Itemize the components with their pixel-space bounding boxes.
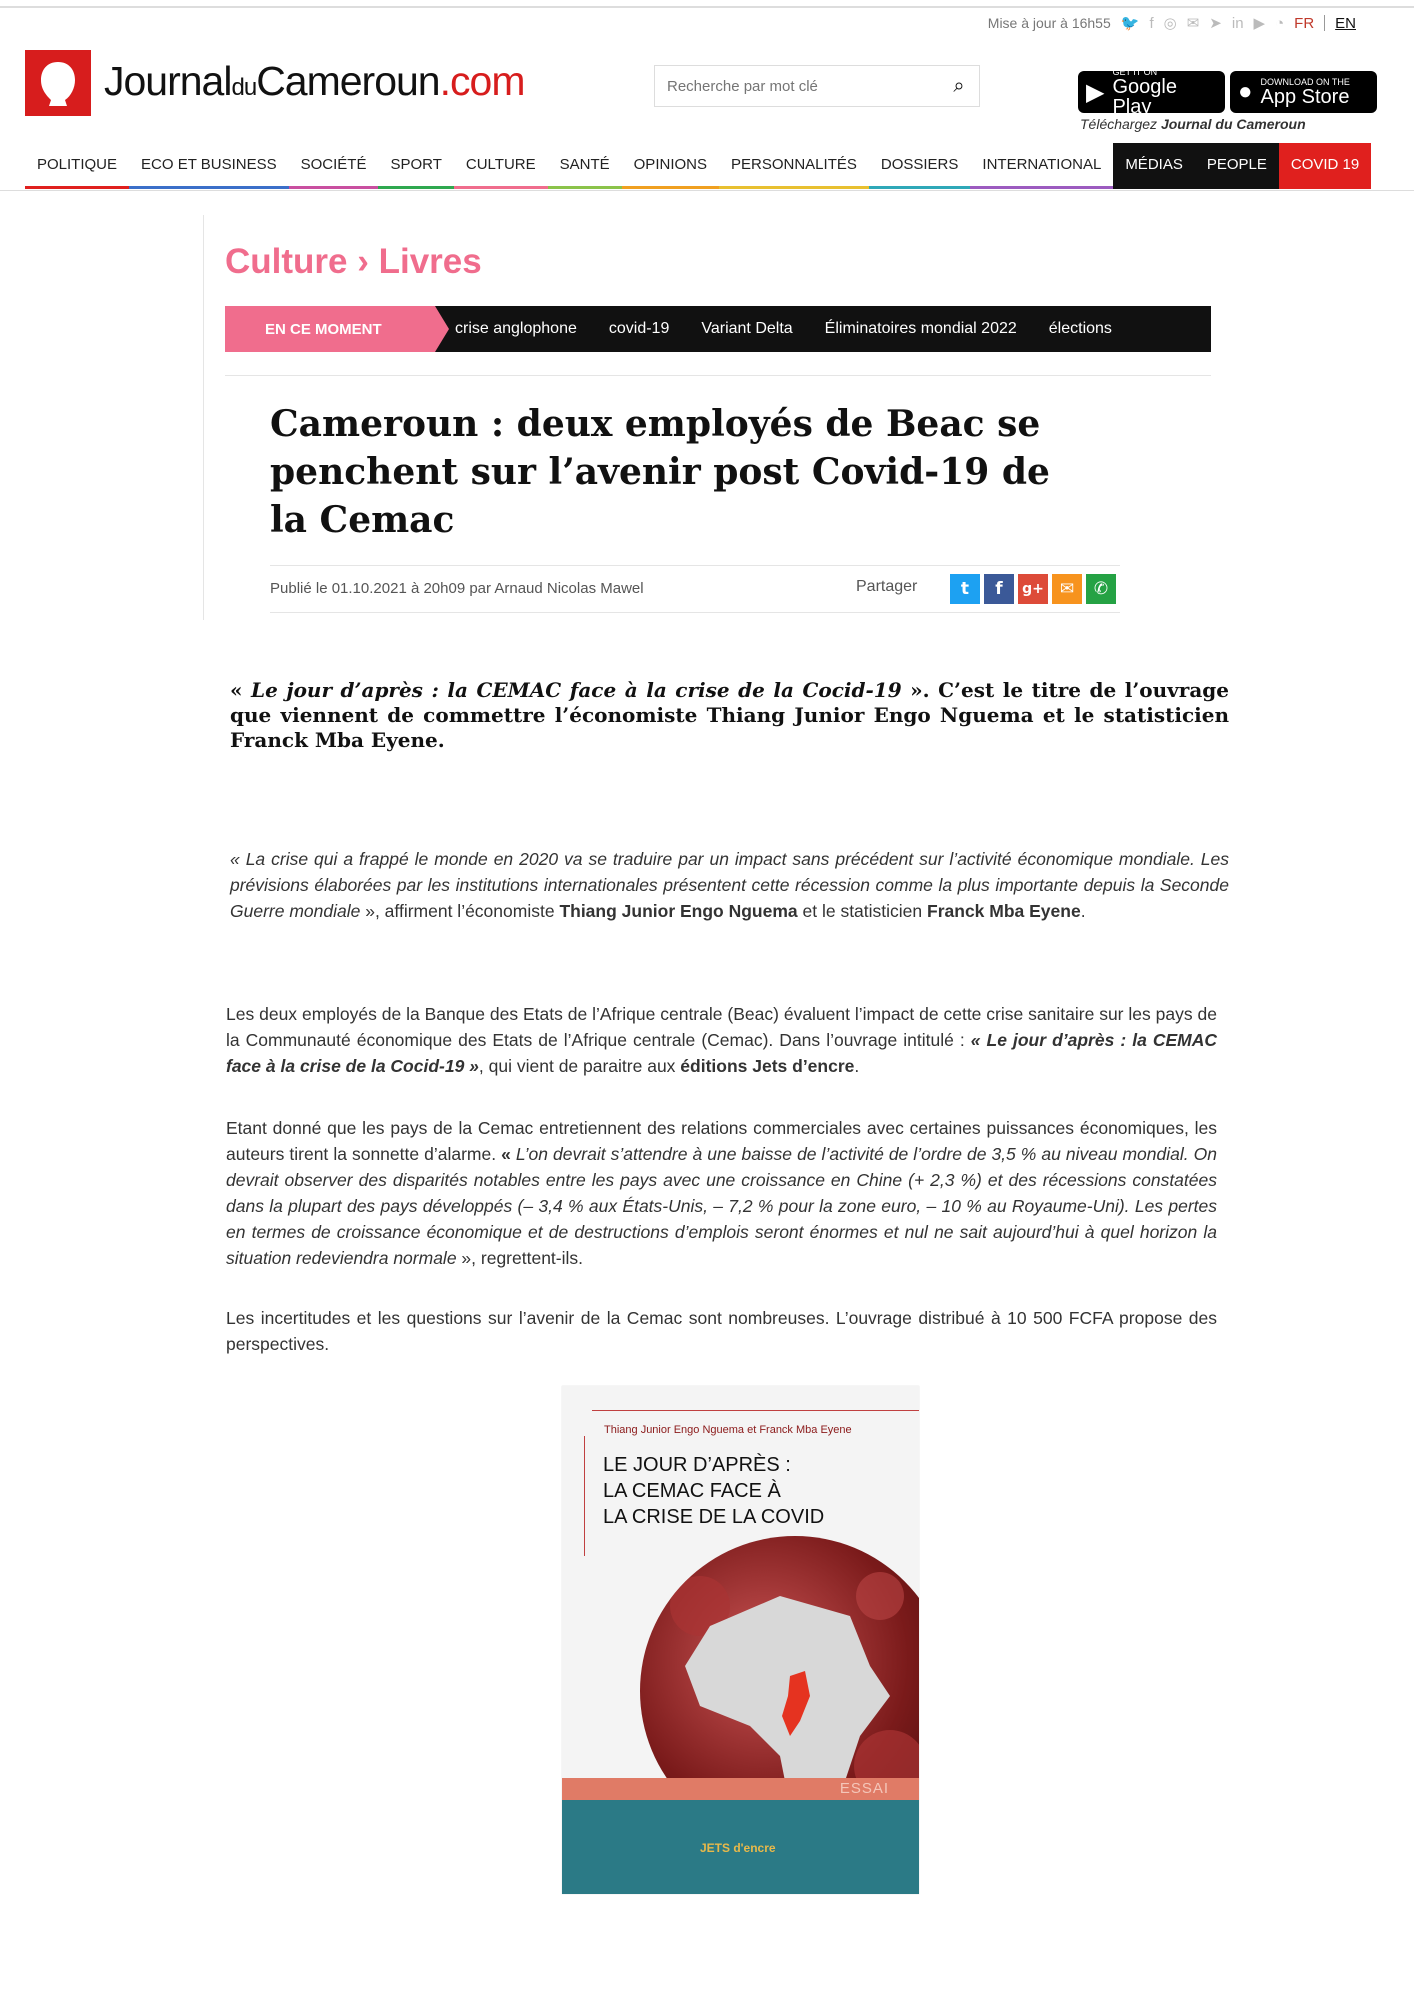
app-store-button[interactable] — [1230, 71, 1377, 113]
p1-mid2: et le statisticien — [797, 901, 928, 921]
main-nav — [25, 143, 1371, 189]
share-twitter-icon[interactable]: t — [950, 574, 980, 604]
logo-com: .com — [439, 58, 525, 104]
app-store-big: App Store — [1260, 85, 1350, 108]
google-play-small: GET IT ON — [1112, 66, 1158, 77]
breadcrumb[interactable]: Culture › Livres — [225, 242, 482, 281]
linkedin-icon[interactable]: in — [1231, 14, 1244, 32]
p3-open: « — [501, 1144, 516, 1164]
nav-item-3[interactable]: SPORT — [378, 143, 453, 189]
trending-item[interactable]: Éliminatoires mondial 2022 — [824, 320, 1017, 337]
nav-item-1[interactable]: ECO ET BUSINESS — [129, 143, 289, 189]
nav-item-5[interactable]: SANTÉ — [548, 143, 622, 189]
book-topline — [592, 1410, 919, 1411]
search-icon[interactable]: ⌕ — [953, 74, 965, 97]
paragraph-3 — [226, 1115, 1217, 1271]
lang-en-link[interactable]: EN — [1335, 14, 1356, 32]
divider — [225, 375, 1211, 376]
nav-item-4[interactable]: CULTURE — [454, 143, 548, 189]
p2-mid: , qui vient de paraitre aux — [478, 1056, 681, 1076]
telegram-icon[interactable]: ➤ — [1209, 15, 1222, 32]
article-title: Cameroun : deux employés de Beac se penchent sur l’avenir post Covid-19 de la Cemac — [270, 403, 1050, 541]
p3-start: Etant donné que les pays de la Cemac entretiennent des relations commerciales avec certaines puissances économiques, les auteurs tirent la sonnette d’alarme. — [226, 1118, 1217, 1164]
paragraph-1 — [230, 846, 1229, 924]
lion-logo-icon[interactable] — [25, 50, 91, 116]
lang-fr-link[interactable]: FR — [1294, 14, 1315, 32]
nav-item-9[interactable]: INTERNATIONAL — [970, 143, 1113, 189]
p2-publisher: éditions Jets d’encre — [680, 1056, 855, 1076]
mail-icon[interactable]: ✉ — [1186, 15, 1200, 32]
paragraph-2 — [226, 1001, 1217, 1079]
google-play-button[interactable] — [1078, 66, 1225, 118]
store-caption-brand: Journal du Cameroun — [1160, 116, 1306, 132]
book-title: LE JOUR D’APRÈS : LA CEMAC FACE À LA CRISE DE LA COVID — [603, 1454, 825, 1528]
p1-end: . — [1080, 901, 1086, 921]
logo-du: du — [231, 74, 257, 101]
p2-title: « Le jour d’après : la CEMAC face à la crise de la Cocid-19 » — [226, 1030, 1218, 1076]
facebook-icon[interactable]: f — [1149, 14, 1154, 32]
article-lead — [230, 678, 1229, 753]
rss-icon[interactable]: ◔ — [1275, 14, 1285, 32]
book-cover-image — [562, 1386, 919, 1894]
p3-end: », regrettent-ils. — [456, 1248, 584, 1268]
site-logo[interactable] — [104, 58, 524, 105]
paragraph-4: Les incertitudes et les questions sur l’avenir de la Cemac sont nombreuses. L’ouvrage distribué à 10 500 FCFA propose des perspectives. — [226, 1308, 1217, 1354]
book-authors: Thiang Junior Engo Nguema et Franck Mba Eyene — [604, 1424, 852, 1436]
share-label: Partager — [856, 578, 918, 595]
lead-rest: ». C’est le titre de l’ouvrage que viennent de commettre l’économiste Thiang Junior Engo Nguema et le statisticien Franck Mba Eyene. — [230, 678, 1229, 752]
search-box — [654, 65, 980, 107]
store-caption-prefix: Téléchargez — [1080, 116, 1158, 132]
nav-item-12[interactable]: COVID 19 — [1279, 143, 1371, 189]
share-icons — [950, 574, 1116, 604]
book-vline — [584, 1436, 585, 1556]
search-input[interactable] — [655, 77, 939, 96]
book-publisher-logo: JETS d'encre — [700, 1841, 776, 1855]
p1-mid: », affirment l’économiste — [360, 901, 560, 921]
p1-name2: Franck Mba Eyene — [927, 901, 1081, 921]
update-time: Mise à jour à 16h55 — [987, 15, 1111, 31]
meta-divider-bottom — [270, 612, 1120, 613]
nav-item-2[interactable]: SOCIÉTÉ — [289, 143, 379, 189]
lead-book-title: Le jour d’après : la CEMAC face à la crise de la Cocid-19 — [251, 678, 902, 702]
nav-item-8[interactable]: DOSSIERS — [869, 143, 971, 189]
top-utility-bar — [988, 14, 1356, 32]
meta-divider-top — [270, 565, 1120, 566]
trending-item[interactable]: crise anglophone — [455, 320, 577, 337]
trending-item[interactable]: covid-19 — [608, 320, 670, 337]
apple-icon: ● — [1238, 78, 1253, 105]
content-frame-line — [203, 215, 204, 620]
trending-label: EN CE MOMENT — [225, 306, 435, 352]
nav-item-10[interactable]: MÉDIAS — [1113, 143, 1195, 189]
nav-item-6[interactable]: OPINIONS — [622, 143, 719, 189]
book-genre: ESSAI — [839, 1780, 889, 1797]
nav-item-0[interactable]: POLITIQUE — [25, 143, 129, 189]
store-caption — [1080, 116, 1306, 132]
lead-open: « — [230, 678, 252, 702]
byline: Publié le 01.10.2021 à 20h09 par Arnaud Nicolas Mawel — [270, 580, 644, 597]
share-mail-icon[interactable]: ✉ — [1052, 574, 1082, 604]
play-icon: ▶ — [1086, 78, 1105, 106]
nav-item-11[interactable]: PEOPLE — [1195, 143, 1279, 189]
instagram-icon[interactable]: ◎ — [1163, 15, 1177, 32]
share-whatsapp-icon[interactable]: ✆ — [1086, 574, 1116, 604]
p1-quote: « La crise qui a frappé le monde en 2020 va se traduire par un impact sans précédent sur l’activité économique mondiale. Les prévisions élaborées par les institutions internationales présentent cette récession comme la plus importante depuis la Seconde Guerre mondiale — [230, 849, 1229, 921]
trending-item[interactable]: Variant Delta — [701, 320, 793, 337]
twitter-icon[interactable]: 🐦 — [1120, 15, 1140, 32]
p2-start: Les deux employés de la Banque des Etats de l’Afrique centrale (Beac) évaluent l’impact de cette crise sanitaire sur les pays de la Communauté économique des Etats de l’Afrique centrale (Cemac). Dans l’ouvrage intitulé : — [226, 1004, 1217, 1050]
logo-cameroun: Cameroun — [256, 58, 440, 104]
p3-quote: L’on devrait s’attendre à une baisse de l’activité de l’ordre de 3,5 % au niveau mondial. On devrait observer des disparités notables entre les pays avec une croissance en Chine (+ 2,3 %) et des récessions constatées dans la plupart des pays développés (– 3,4 % aux États-Unis, – 7,2 % pour la zone euro, – 10 % au Royaume-Uni). Les pertes en termes de croissance économique et de destructions d’emplois seront énormes et nul ne sait aujourd’hui à quel horizon la situation redeviendra normale — [226, 1144, 1217, 1268]
trending-bar — [225, 306, 1211, 352]
share-facebook-icon[interactable]: f — [984, 574, 1014, 604]
top-border — [0, 6, 1414, 8]
nav-divider — [0, 190, 1414, 191]
youtube-icon[interactable]: ▶ — [1253, 15, 1266, 32]
lion-icon — [35, 58, 81, 108]
logo-journal: Journal — [104, 58, 232, 104]
trending-item[interactable]: élections — [1048, 320, 1112, 337]
lang-separator — [1324, 15, 1325, 31]
share-googleplus-icon[interactable]: g+ — [1018, 574, 1048, 604]
nav-item-7[interactable]: PERSONNALITÉS — [719, 143, 869, 189]
google-play-big: Google Play — [1112, 75, 1177, 118]
app-store-small: DOWNLOAD ON THE — [1260, 76, 1350, 87]
p1-name1: Thiang Junior Engo Nguema — [559, 901, 798, 921]
p2-end: . — [854, 1056, 860, 1076]
